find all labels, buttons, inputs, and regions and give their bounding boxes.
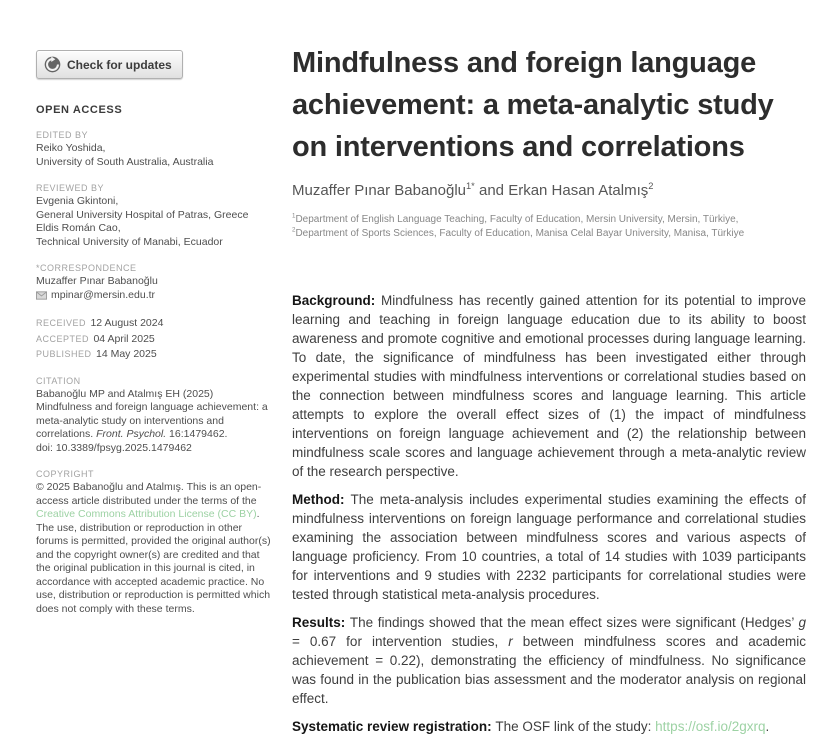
accepted-row	[36, 331, 272, 347]
received-label: RECEIVED	[36, 318, 87, 328]
registration-paragraph: Systematic review registration: The OSF link of the study: https://osf.io/2gxrq.	[292, 719, 770, 734]
editor-affiliation: University of South Australia, Australia	[36, 155, 214, 168]
article-main	[292, 42, 806, 745]
accepted-label: ACCEPTED	[36, 333, 90, 344]
published-row	[36, 346, 272, 362]
published-label: PUBLISHED	[36, 349, 92, 359]
edited-by-section	[36, 129, 272, 169]
authors-line	[292, 182, 806, 199]
check-for-updates-button[interactable]	[36, 50, 183, 79]
cc-license-link[interactable]: Creative Commons Attribution License (CC BY)	[36, 508, 257, 520]
citation-label: CITATION	[36, 375, 81, 386]
copyright-section	[36, 468, 272, 616]
reviewer-name: Eldis Román Cao,	[36, 222, 121, 234]
copyright-label: COPYRIGHT	[36, 469, 95, 479]
reviewed-by-label: REVIEWED BY	[36, 183, 105, 193]
method-paragraph: Method: The meta-analysis includes experimental studies examining the effects of mindfulness interventions on foreign language performance and correlational studies examining the association between mindfulness scores and various aspects of language proficiency. From 10 countries, a total of 14 studies with 1039 participants for interventions and 9 studies with 2232 participants for correlational studies were tested through statistical meta-analysis procedures.	[292, 492, 806, 602]
author-sup-1: 1*	[466, 181, 475, 191]
reviewed-by-section	[36, 182, 272, 249]
osf-link[interactable]: https://osf.io/2gxrq	[655, 719, 766, 734]
editor-name: Reiko Yoshida,	[36, 142, 106, 154]
copyright-text: © 2025 Babanoğlu and Atalmış. This is an open-access article distributed under the terms of the Creative Commons Attribution License (CC BY). The use, distribution or reproduction in other forums is permitted, provided the original author(s) and the copyright owner(s) are credited and that the original publication in this journal is cited, in accordance with accepted academic practice. No use, distribution or reproduction is permitted which does not comply with these terms.	[36, 481, 271, 615]
correspondence-label: *CORRESPONDENCE	[36, 263, 137, 273]
received-row	[36, 315, 272, 331]
citation-section	[36, 375, 272, 456]
reviewer-affiliation: Technical University of Manabi, Ecuador	[36, 235, 223, 248]
sidebar	[36, 50, 272, 616]
correspondence-email-link[interactable]: mpinar@mersin.edu.tr	[51, 288, 156, 301]
authors-connector: and	[474, 182, 509, 199]
open-access-heading: OPEN ACCESS	[36, 104, 123, 116]
reviewer-affiliation: General University Hospital of Patras, Greece	[36, 208, 249, 221]
hedges-g-symbol: g	[798, 615, 806, 630]
background-label: Background:	[292, 293, 382, 308]
crossmark-icon	[44, 56, 61, 73]
check-for-updates-label: Check for updates	[67, 57, 172, 72]
published-value: 14 May 2025	[95, 348, 157, 360]
envelope-icon	[36, 291, 47, 300]
journal-name: Front. Psychol.	[96, 428, 167, 440]
registration-label: Systematic review registration:	[292, 719, 496, 734]
received-value: 12 August 2024	[90, 317, 164, 329]
citation-doi: doi: 10.3389/fpsyg.2025.1479462	[36, 441, 192, 454]
correlation-r-symbol: r	[508, 634, 513, 649]
edited-by-label: EDITED BY	[36, 130, 89, 140]
affiliation-2: $^2$Department of Sports Sciences, Faculty of Education, Manisa Celal Bayar University, Manisa, Türkiye	[292, 226, 745, 239]
affiliations	[292, 213, 806, 241]
results-paragraph: Results: The findings showed that the mean effect sizes were significant (Hedges’ g = 0.67 for intervention studies, r between mindfulness scores and academic achievement = 0.22), demonstrating the efficiency of mindfulness. No significance was found in the publication bias assessment and the moderator analysis on regional effect.	[292, 615, 806, 706]
author-sup-2: 2	[648, 181, 654, 191]
affiliation-1: $^1$Department of English Language Teaching, Faculty of Education, Mersin University, Mersin, Türkiye,	[292, 212, 739, 225]
correspondence-name: Muzaffer Pınar Babanoğlu	[36, 275, 158, 287]
results-label: Results:	[292, 615, 350, 630]
author-name-2: Erkan Hasan Atalmış	[508, 182, 649, 199]
background-paragraph: Background: Mindfulness has recently gained attention for its potential to improve learning and teaching in foreign language education due to its ability to boost awareness and promote cognitive and emotional processes during language learning. To date, the significance of mindfulness has been investigated either through experimental studies with mindfulness interventions or correlational studies based on the connection between mindfulness scores and language learning. This article attempts to explore the overall effect sizes of (1) the impact of mindfulness interventions on foreign language achievement and (2) the relationship between mindfulness scale scores and language achievement through a meta-analytic review of the research perspective.	[292, 293, 806, 479]
citation-text: Babanoğlu MP and Atalmış EH (2025) Mindfulness and foreign language achievement: a meta-analytic study on interventions and correlations. Front. Psychol. 16:1479462. doi: 10.3389/fpsyg.2025.1479462	[36, 388, 272, 456]
method-label: Method:	[292, 492, 351, 507]
accepted-value: 04 April 2025	[93, 332, 155, 345]
abstract	[292, 291, 806, 736]
dates-section	[36, 315, 272, 362]
reviewer-name: Evgenia Gkintoni,	[36, 195, 119, 207]
correspondence-section	[36, 262, 272, 302]
article-title: Mindfulness and foreign language achievement: a meta-analytic study on interventions and correlations	[292, 47, 774, 163]
author-name-1: Muzaffer Pınar Babanoğlu	[292, 182, 467, 199]
